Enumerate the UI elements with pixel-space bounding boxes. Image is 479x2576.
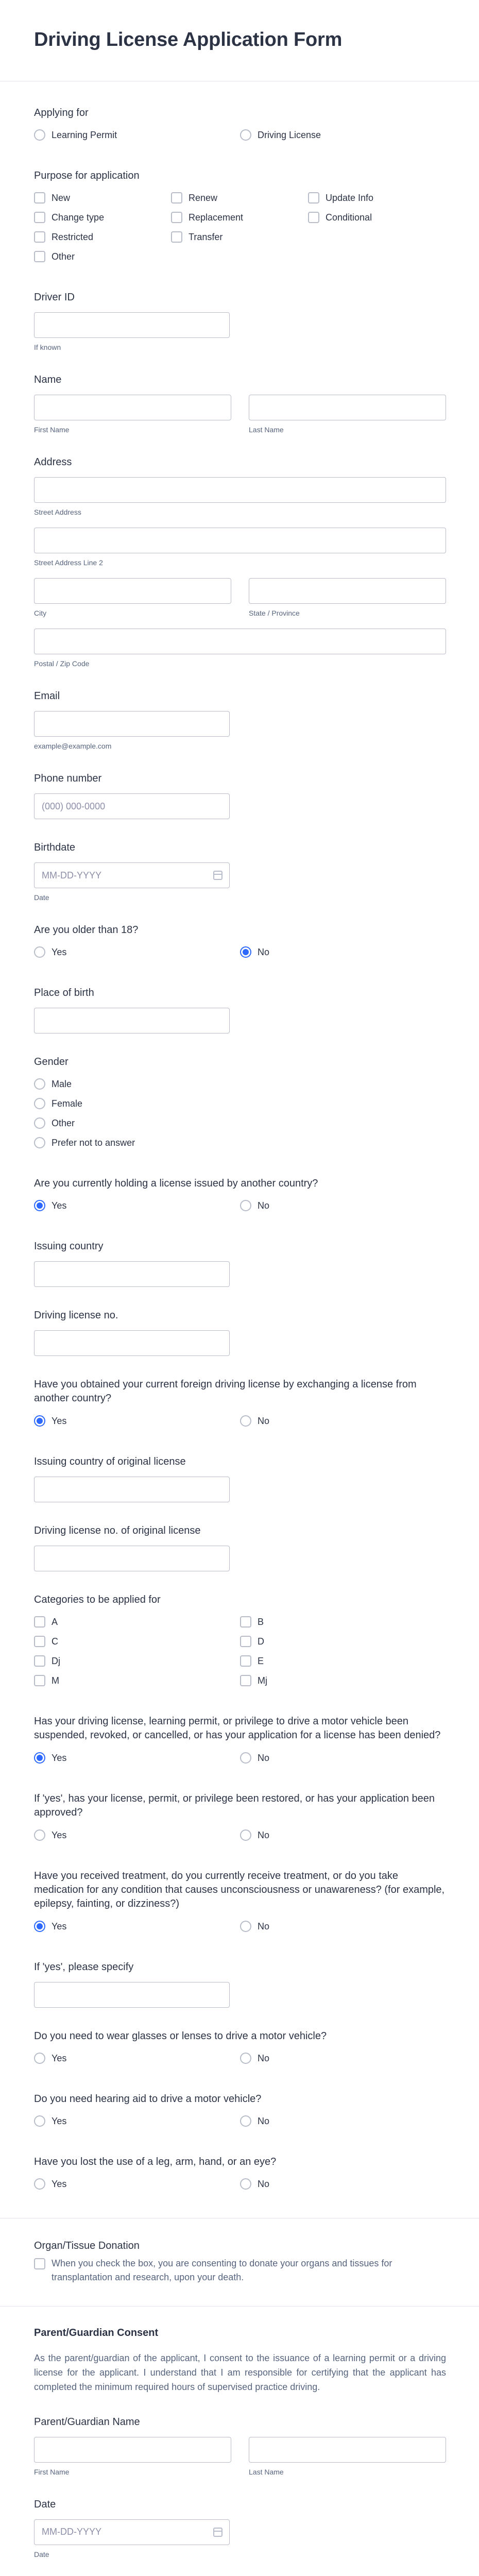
applying-for-label: Applying for [34, 107, 89, 118]
limb-option-yes[interactable]: Yes [34, 2177, 240, 2191]
place-of-birth-field [34, 986, 446, 1033]
checkbox-icon[interactable] [171, 192, 182, 204]
driver-id-field [34, 291, 446, 351]
checkbox-icon[interactable] [308, 192, 319, 204]
address-label: Address [34, 456, 72, 468]
place-of-birth-label: Place of birth [34, 987, 94, 998]
radio-icon[interactable] [34, 2053, 45, 2064]
radio-icon[interactable] [34, 2115, 45, 2127]
checkbox-icon[interactable] [34, 2258, 45, 2269]
limb-field [34, 2155, 446, 2196]
postal-code-input[interactable] [34, 629, 446, 654]
first-name-input[interactable] [34, 395, 231, 420]
radio-selected-icon[interactable] [34, 1200, 45, 1211]
checkbox-icon[interactable] [34, 231, 45, 243]
checkbox-icon[interactable] [308, 212, 319, 223]
radio-icon[interactable] [34, 2178, 45, 2190]
category-option-d[interactable]: D [240, 1634, 446, 1649]
radio-icon[interactable] [240, 2115, 251, 2127]
name-field [34, 373, 446, 434]
organ-consent-option[interactable] [34, 2257, 446, 2284]
form-title: Driving License Application Form [34, 29, 343, 50]
checkbox-icon[interactable] [34, 192, 45, 204]
first-name-sublabel: First Name [34, 426, 70, 434]
birthdate-field [34, 841, 446, 902]
phone-input[interactable] [34, 793, 230, 819]
guardian-last-name-sublabel: Last Name [249, 2467, 284, 2476]
email-label: Email [34, 690, 60, 702]
suspended-option-no[interactable]: No [240, 1751, 446, 1765]
radio-selected-icon[interactable] [34, 1921, 45, 1932]
checkbox-icon[interactable] [240, 1616, 251, 1628]
radio-icon[interactable] [34, 946, 45, 958]
license-no-field [34, 1309, 446, 1356]
categories-label: Categories to be applied for [34, 1594, 161, 1605]
orig-no-field [34, 1524, 446, 1571]
purpose-field [34, 169, 446, 269]
hearing-label: Do you need hearing aid to drive a motor vehicle? [34, 2093, 262, 2105]
address-field [34, 455, 446, 668]
checkbox-icon[interactable] [240, 1675, 251, 1686]
street-address-2-sublabel: Street Address Line 2 [34, 558, 103, 567]
license-no-input[interactable] [34, 1330, 230, 1356]
hearing-option-yes[interactable]: Yes [34, 2114, 240, 2128]
other-license-label: Are you currently holding a license issued by another country? [34, 1178, 318, 1189]
gender-option-female[interactable]: Female [34, 1096, 446, 1111]
applying-for-option-driving-license[interactable]: Driving License [240, 128, 446, 142]
street-address-sublabel: Street Address [34, 508, 81, 516]
treatment-option-no[interactable]: No [240, 1919, 446, 1934]
state-sublabel: State / Province [249, 609, 300, 617]
purpose-option-conditional[interactable]: Conditional [308, 210, 445, 225]
organ-field [34, 2239, 446, 2284]
purpose-option-other[interactable]: Other [34, 249, 446, 264]
guardian-first-name-input[interactable] [34, 2437, 231, 2463]
divider [0, 2306, 479, 2307]
other-license-option-no[interactable]: No [240, 1198, 446, 1213]
organ-consent-text: When you check the box, you are consenting to donate your organs and tissues for transplantation and research, upon your death. [52, 2258, 392, 2282]
city-sublabel: City [34, 609, 47, 617]
license-no-label: Driving license no. [34, 1310, 118, 1321]
radio-icon[interactable] [34, 1117, 45, 1129]
restored-option-no[interactable]: No [240, 1828, 446, 1842]
issuing-country-input[interactable] [34, 1261, 230, 1287]
email-sublabel: example@example.com [34, 742, 112, 750]
category-option-dj[interactable]: Dj [34, 1654, 240, 1668]
radio-icon[interactable] [240, 1921, 251, 1932]
city-input[interactable] [34, 578, 231, 604]
orig-country-label: Issuing country of original license [34, 1456, 186, 1467]
orig-country-input[interactable] [34, 1477, 230, 1502]
orig-country-field [34, 1455, 446, 1502]
purpose-label: Purpose for application [34, 170, 140, 181]
other-license-option-yes[interactable]: Yes [34, 1198, 240, 1213]
postal-code-sublabel: Postal / Zip Code [34, 659, 90, 668]
checkbox-icon[interactable] [34, 251, 45, 262]
purpose-option-new[interactable]: New [34, 191, 171, 205]
gender-field [34, 1055, 446, 1155]
glasses-option-no[interactable]: No [240, 2051, 446, 2065]
category-option-mj[interactable]: Mj [240, 1673, 446, 1688]
radio-selected-icon[interactable] [34, 1415, 45, 1427]
treatment-field [34, 1869, 446, 1939]
orig-no-input[interactable] [34, 1546, 230, 1571]
specify-input[interactable] [34, 1982, 230, 2008]
glasses-option-yes[interactable]: Yes [34, 2051, 240, 2065]
form-body [0, 81, 479, 2576]
place-of-birth-input[interactable] [34, 1008, 230, 1033]
hearing-option-no[interactable]: No [240, 2114, 446, 2128]
email-field [34, 689, 446, 750]
email-input[interactable] [34, 711, 230, 737]
purpose-option-replacement[interactable]: Replacement [171, 210, 308, 225]
specify-label: If 'yes', please specify [34, 1961, 134, 1973]
purpose-option-change-type[interactable]: Change type [34, 210, 171, 225]
phone-label: Phone number [34, 773, 102, 784]
radio-selected-icon[interactable] [34, 1752, 45, 1764]
other-license-field [34, 1177, 446, 1218]
category-option-b[interactable]: B [240, 1615, 446, 1629]
checkbox-icon[interactable] [171, 212, 182, 223]
calendar-icon[interactable] [213, 871, 223, 880]
guardian-last-name-input[interactable] [249, 2437, 446, 2463]
suspended-field [34, 1715, 446, 1770]
suspended-label: Has your driving license, learning permit, or privilege to drive a motor vehicle been suspended, revoked, or cancelled, or has your application for a license has been denied? [34, 1716, 441, 1741]
birthdate-input[interactable] [34, 862, 230, 888]
hearing-field [34, 2092, 446, 2133]
guardian-date-input[interactable] [34, 2519, 230, 2545]
radio-icon[interactable] [240, 1829, 251, 1841]
categories-field [34, 1593, 446, 1693]
form-header [0, 0, 479, 81]
older-18-field [34, 923, 446, 964]
restored-option-yes[interactable]: Yes [34, 1828, 240, 1842]
radio-selected-icon[interactable] [240, 946, 251, 958]
issuing-country-label: Issuing country [34, 1241, 104, 1252]
radio-icon[interactable] [240, 1200, 251, 1211]
treatment-label: Have you received treatment, do you currently receive treatment, or do you take medication for any condition that causes unconsciousness or unawareness? (for example, epilepsy, fainting, or dizziness?) [34, 1870, 445, 1909]
glasses-label: Do you need to wear glasses or lenses to drive a motor vehicle? [34, 2030, 327, 2042]
category-option-c[interactable]: C [34, 1634, 240, 1649]
orig-no-label: Driving license no. of original license [34, 1525, 201, 1536]
guardian-name-label: Parent/Guardian Name [34, 2416, 140, 2428]
guardian-first-name-sublabel: First Name [34, 2467, 70, 2476]
checkbox-icon[interactable] [34, 1636, 45, 1647]
state-input[interactable] [249, 578, 446, 604]
radio-icon[interactable] [34, 1137, 45, 1148]
guardian-section-title: Parent/Guardian Consent [34, 2327, 159, 2338]
driver-id-input[interactable] [34, 312, 230, 338]
exchanged-option-no[interactable]: No [240, 1414, 446, 1428]
radio-icon[interactable] [34, 129, 45, 141]
last-name-input[interactable] [249, 395, 446, 420]
calendar-icon[interactable] [213, 2528, 223, 2537]
older-18-option-no[interactable]: No [240, 945, 446, 959]
exchanged-label: Have you obtained your current foreign driving license by exchanging a license from another country? [34, 1379, 417, 1404]
purpose-option-update-info[interactable]: Update Info [308, 191, 445, 205]
category-option-e[interactable]: E [240, 1654, 446, 1668]
gender-option-other[interactable]: Other [34, 1116, 446, 1130]
radio-icon[interactable] [240, 2178, 251, 2190]
glasses-field [34, 2029, 446, 2071]
checkbox-icon[interactable] [171, 231, 182, 243]
radio-icon[interactable] [34, 1078, 45, 1090]
applying-for-option-learning-permit[interactable]: Learning Permit [34, 128, 240, 142]
purpose-option-renew[interactable]: Renew [171, 191, 308, 205]
suspended-option-yes[interactable]: Yes [34, 1751, 240, 1765]
radio-icon[interactable] [240, 1415, 251, 1427]
phone-field [34, 772, 446, 819]
radio-icon[interactable] [34, 1098, 45, 1109]
checkbox-icon[interactable] [240, 1655, 251, 1667]
birthdate-label: Birthdate [34, 842, 76, 853]
radio-icon[interactable] [240, 129, 251, 141]
checkbox-icon[interactable] [240, 1636, 251, 1647]
restored-label: If 'yes', has your license, permit, or privilege been restored, or has your application been approved? [34, 1793, 435, 1818]
restored-field [34, 1792, 446, 1848]
radio-icon[interactable] [240, 2053, 251, 2064]
gender-label: Gender [34, 1056, 69, 1067]
last-name-sublabel: Last Name [249, 426, 284, 434]
older-18-option-yes[interactable]: Yes [34, 945, 240, 959]
driver-id-label: Driver ID [34, 292, 75, 303]
limb-label: Have you lost the use of a leg, arm, hand, or an eye? [34, 2156, 277, 2167]
organ-label: Organ/Tissue Donation [34, 2240, 140, 2251]
checkbox-icon[interactable] [34, 212, 45, 223]
limb-option-no[interactable]: No [240, 2177, 446, 2191]
applying-for-field [34, 106, 446, 147]
checkbox-icon[interactable] [34, 1616, 45, 1628]
guardian-consent-text: As the parent/guardian of the applicant, I consent to the issuance of a learning permit or a driving license for the applicant. I understand that I am responsible for certifying that the applicant has completed the minimum required hours of supervised practice driving. [34, 2353, 446, 2392]
gender-option-prefer-not[interactable]: Prefer not to answer [34, 1136, 446, 1150]
specify-field [34, 1960, 446, 2008]
issuing-country-field [34, 1240, 446, 1287]
name-label: Name [34, 374, 62, 385]
guardian-date-field [34, 2498, 446, 2558]
purpose-option-transfer[interactable]: Transfer [171, 230, 308, 244]
exchanged-field [34, 1378, 446, 1433]
radio-icon[interactable] [34, 1829, 45, 1841]
radio-icon[interactable] [240, 1752, 251, 1764]
driver-id-sublabel: If known [34, 343, 61, 351]
category-option-a[interactable]: A [34, 1615, 240, 1629]
guardian-date-sublabel: Date [34, 2550, 49, 2558]
checkbox-icon[interactable] [34, 1655, 45, 1667]
category-option-m[interactable]: M [34, 1673, 240, 1688]
street-address-input[interactable] [34, 477, 446, 503]
street-address-2-input[interactable] [34, 528, 446, 553]
checkbox-icon[interactable] [34, 1675, 45, 1686]
older-18-label: Are you older than 18? [34, 924, 139, 936]
guardian-name-field [34, 2415, 446, 2476]
purpose-option-restricted[interactable]: Restricted [34, 230, 171, 244]
gender-option-male[interactable]: Male [34, 1077, 446, 1091]
birthdate-sublabel: Date [34, 893, 49, 902]
guardian-date-label: Date [34, 2498, 56, 2510]
treatment-option-yes[interactable]: Yes [34, 1919, 240, 1934]
exchanged-option-yes[interactable]: Yes [34, 1414, 240, 1428]
